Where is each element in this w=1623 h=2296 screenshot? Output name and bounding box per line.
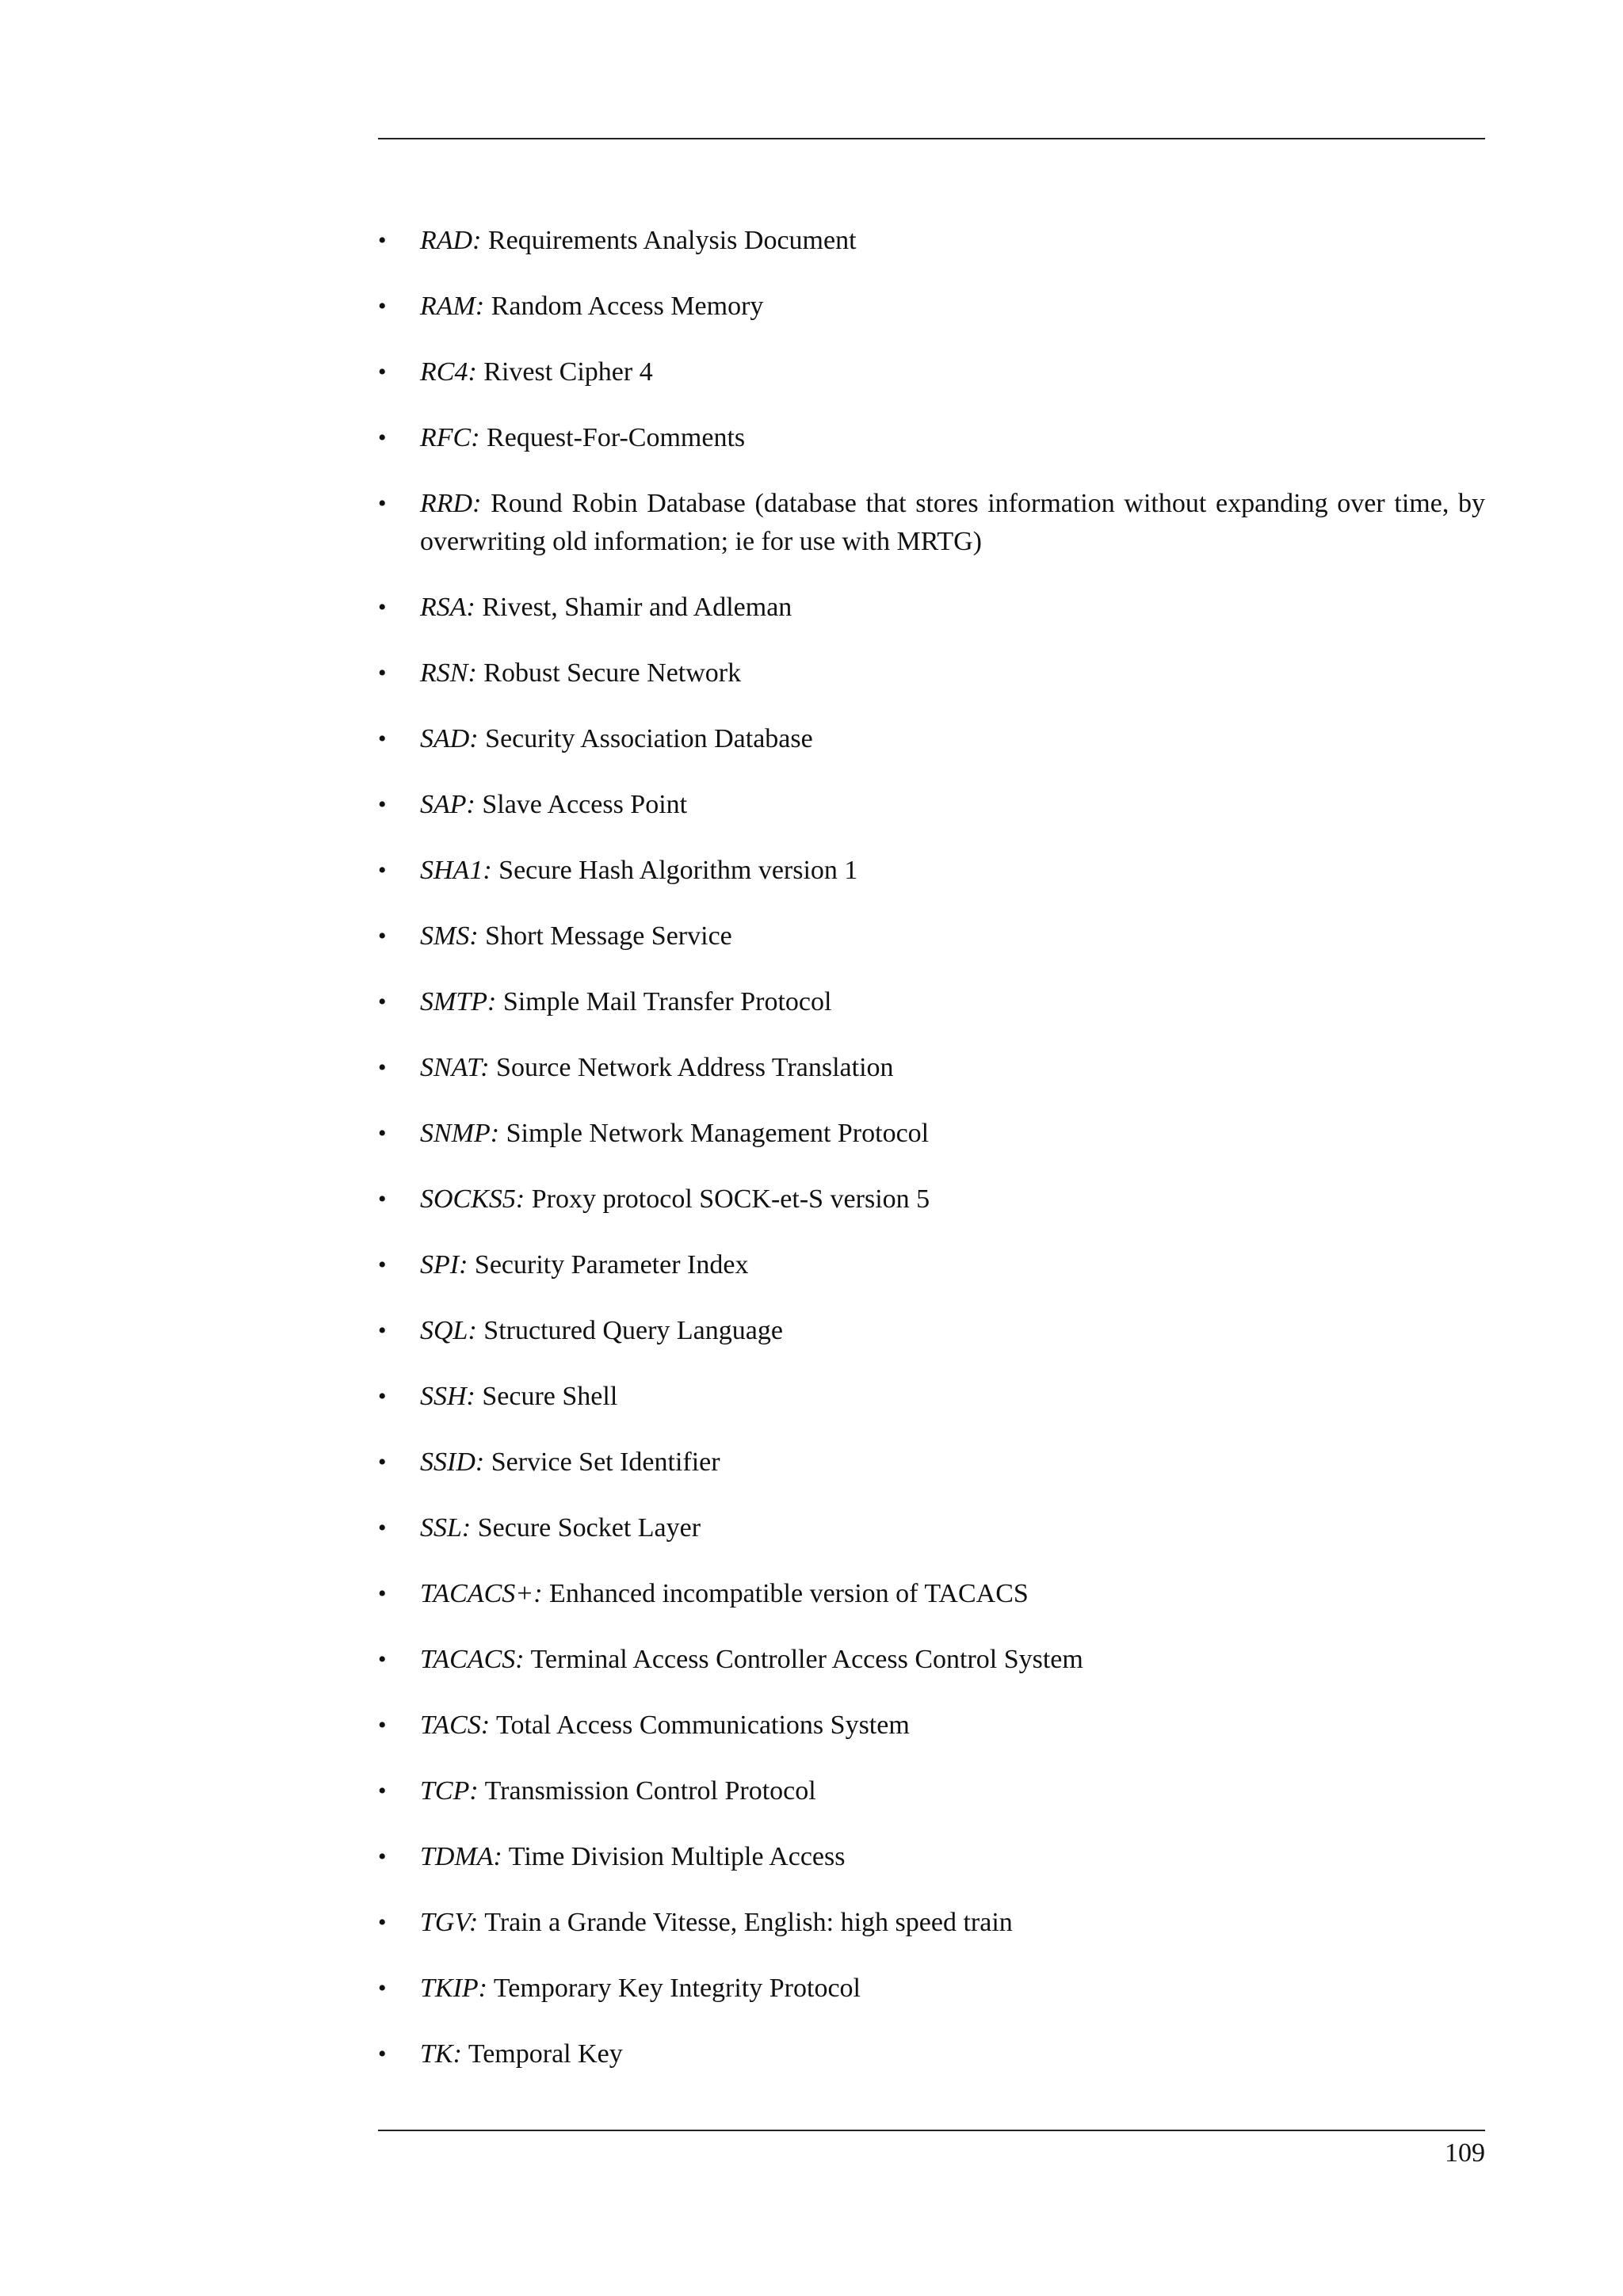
glossary-item: [378, 1180, 1485, 1219]
glossary-term: RAM:: [420, 292, 485, 321]
glossary-term: RC4:: [420, 357, 477, 387]
glossary-list: [378, 222, 1485, 2101]
bullet-icon: •: [378, 1515, 387, 1541]
glossary-item: [378, 1904, 1485, 1942]
glossary-definition: Simple Network Management Protocol: [506, 1119, 930, 1148]
glossary-item: [378, 1772, 1485, 1810]
bullet-icon: •: [378, 1252, 387, 1278]
glossary-item: [378, 1707, 1485, 1745]
glossary-entry: [420, 1115, 1485, 1153]
footer-rule: [378, 2130, 1485, 2131]
glossary-definition: Train a Grande Vitesse, English: high speed train: [484, 1908, 1013, 1937]
glossary-item: [378, 485, 1485, 561]
glossary-item: [378, 852, 1485, 890]
glossary-entry: [420, 288, 1485, 326]
glossary-item: [378, 1049, 1485, 1087]
glossary-entry: [420, 1049, 1485, 1087]
glossary-item: [378, 1641, 1485, 1679]
bullet-icon: •: [378, 857, 387, 883]
glossary-definition: Slave Access Point: [482, 790, 688, 819]
glossary-entry: [420, 1772, 1485, 1810]
bullet-icon: •: [378, 2041, 387, 2067]
glossary-term: TCP:: [420, 1776, 479, 1806]
glossary-term: SSL:: [420, 1513, 472, 1543]
header-rule: [378, 138, 1485, 139]
bullet-icon: •: [378, 791, 387, 818]
glossary-term: TDMA:: [420, 1842, 502, 1871]
glossary-item: [378, 720, 1485, 758]
glossary-entry: [420, 222, 1485, 260]
glossary-item: [378, 222, 1485, 260]
bullet-icon: •: [378, 1712, 387, 1738]
glossary-term: SAP:: [420, 790, 475, 819]
glossary-definition: Security Association Database: [485, 724, 813, 753]
bullet-icon: •: [378, 490, 387, 517]
glossary-term: SQL:: [420, 1316, 477, 1345]
bullet-icon: •: [378, 594, 387, 620]
glossary-item: [378, 1575, 1485, 1613]
glossary-term: RRD:: [420, 489, 482, 518]
glossary-entry: [420, 589, 1485, 627]
bullet-icon: •: [378, 1778, 387, 1804]
glossary-entry: [420, 917, 1485, 955]
glossary-definition: Rivest Cipher 4: [483, 357, 653, 387]
glossary-entry: [420, 852, 1485, 890]
glossary-term: RAD:: [420, 226, 482, 255]
glossary-term: TKIP:: [420, 1974, 487, 2003]
glossary-entry: [420, 1312, 1485, 1350]
glossary-entry: [420, 1970, 1485, 2008]
glossary-definition: Secure Socket Layer: [477, 1513, 701, 1543]
glossary-item: [378, 1378, 1485, 1416]
bullet-icon: •: [378, 1844, 387, 1870]
glossary-definition: Secure Shell: [482, 1382, 618, 1411]
glossary-item: [378, 288, 1485, 326]
glossary-item: [378, 419, 1485, 457]
glossary-definition: Temporary Key Integrity Protocol: [493, 1974, 861, 2003]
glossary-term: SMTP:: [420, 987, 497, 1016]
bullet-icon: •: [378, 1975, 387, 2001]
bullet-icon: •: [378, 1646, 387, 1672]
glossary-item: [378, 353, 1485, 391]
glossary-entry: [420, 1575, 1485, 1613]
glossary-entry: [420, 720, 1485, 758]
glossary-term: SSH:: [420, 1382, 475, 1411]
glossary-term: TGV:: [420, 1908, 479, 1937]
glossary-definition: Random Access Memory: [491, 292, 764, 321]
glossary-definition: Secure Hash Algorithm version 1: [498, 856, 858, 885]
glossary-definition: Request-For-Comments: [487, 423, 746, 452]
glossary-item: [378, 1970, 1485, 2008]
glossary-definition: Structured Query Language: [483, 1316, 783, 1345]
glossary-entry: [420, 1180, 1485, 1219]
glossary-definition: Time Division Multiple Access: [508, 1842, 846, 1871]
bullet-icon: •: [378, 1581, 387, 1607]
glossary-term: TACS:: [420, 1711, 491, 1740]
glossary-definition: Total Access Communications System: [496, 1711, 910, 1740]
bullet-icon: •: [378, 1186, 387, 1212]
glossary-definition: Simple Mail Transfer Protocol: [502, 987, 832, 1016]
glossary-entry: [420, 1904, 1485, 1942]
glossary-definition: Proxy protocol SOCK-et-S version 5: [531, 1184, 930, 1214]
glossary-term: TACACS+:: [420, 1579, 543, 1608]
bullet-icon: •: [378, 293, 387, 319]
glossary-definition: Source Network Address Translation: [496, 1053, 894, 1082]
glossary-definition: Robust Secure Network: [483, 658, 742, 688]
glossary-entry: [420, 1509, 1485, 1547]
glossary-definition: Service Set Identifier: [491, 1447, 720, 1477]
bullet-icon: •: [378, 1120, 387, 1146]
glossary-entry: [420, 2035, 1485, 2073]
glossary-entry: [420, 1246, 1485, 1284]
glossary-item: [378, 1444, 1485, 1482]
glossary-entry: [420, 983, 1485, 1021]
glossary-term: SSID:: [420, 1447, 485, 1477]
glossary-definition: Transmission Control Protocol: [484, 1776, 816, 1806]
glossary-item: [378, 1246, 1485, 1284]
bullet-icon: •: [378, 726, 387, 752]
glossary-definition: Security Parameter Index: [474, 1250, 749, 1280]
bullet-icon: •: [378, 227, 387, 254]
glossary-entry: [420, 654, 1485, 692]
glossary-entry: [420, 786, 1485, 824]
bullet-icon: •: [378, 1909, 387, 1936]
glossary-entry: [420, 353, 1485, 391]
glossary-definition: Temporal Key: [468, 2039, 623, 2069]
bullet-icon: •: [378, 1449, 387, 1475]
glossary-item: [378, 786, 1485, 824]
bullet-icon: •: [378, 660, 387, 686]
glossary-entry: [420, 1378, 1485, 1416]
bullet-icon: •: [378, 1055, 387, 1081]
glossary-entry: [420, 485, 1485, 561]
glossary-item: [378, 917, 1485, 955]
glossary-term: RSN:: [420, 658, 477, 688]
glossary-term: SNAT:: [420, 1053, 490, 1082]
glossary-entry: [420, 1641, 1485, 1679]
glossary-entry: [420, 1707, 1485, 1745]
glossary-definition: Requirements Analysis Document: [487, 226, 857, 255]
glossary-item: [378, 654, 1485, 692]
glossary-entry: [420, 419, 1485, 457]
bullet-icon: •: [378, 1383, 387, 1409]
glossary-item: [378, 1115, 1485, 1153]
glossary-definition: Terminal Access Controller Access Control System: [530, 1645, 1083, 1674]
glossary-term: SOCKS5:: [420, 1184, 525, 1214]
glossary-entry: [420, 1838, 1485, 1876]
glossary-term: RSA:: [420, 593, 475, 622]
bullet-icon: •: [378, 989, 387, 1015]
glossary-entry: [420, 1444, 1485, 1482]
glossary-item: [378, 1312, 1485, 1350]
bullet-icon: •: [378, 359, 387, 385]
glossary-definition: Rivest, Shamir and Adleman: [482, 593, 792, 622]
glossary-term: SMS:: [420, 921, 479, 951]
glossary-term: SPI:: [420, 1250, 468, 1280]
page-number: 109: [1445, 2138, 1485, 2168]
glossary-item: [378, 1509, 1485, 1547]
glossary-term: RFC:: [420, 423, 480, 452]
glossary-definition: Short Message Service: [485, 921, 732, 951]
bullet-icon: •: [378, 425, 387, 451]
glossary-definition: Enhanced incompatible version of TACACS: [549, 1579, 1029, 1608]
bullet-icon: •: [378, 923, 387, 949]
glossary-item: [378, 983, 1485, 1021]
glossary-item: [378, 589, 1485, 627]
glossary-term: SAD:: [420, 724, 479, 753]
bullet-icon: •: [378, 1318, 387, 1344]
glossary-term: TK:: [420, 2039, 462, 2069]
glossary-item: [378, 1838, 1485, 1876]
glossary-definition: Round Robin Database (database that stores information without expanding over time, by overwriting old information; ie for use with MRTG): [420, 489, 1486, 556]
glossary-term: SHA1:: [420, 856, 492, 885]
glossary-item: [378, 2035, 1485, 2073]
glossary-term: SNMP:: [420, 1119, 500, 1148]
glossary-term: TACACS:: [420, 1645, 525, 1674]
